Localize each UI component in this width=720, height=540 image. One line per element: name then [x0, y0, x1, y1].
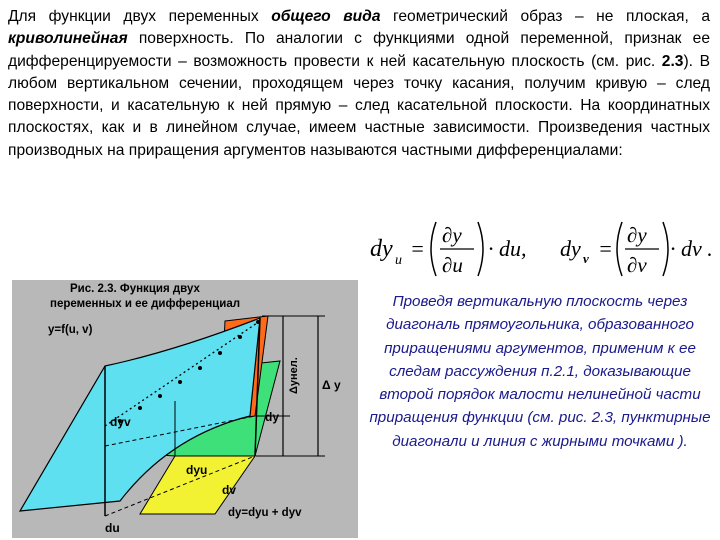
- figure-title-2: переменных и ее дифференциал: [50, 298, 241, 310]
- formula1-lhs: dy: [370, 236, 393, 262]
- label-dy: dy: [265, 410, 280, 424]
- para-text-1: Для функции двух переменных: [8, 8, 272, 25]
- formula2-sub: v: [583, 251, 589, 266]
- label-dyu: dyu: [186, 463, 208, 477]
- label-delta-y-nonlinear: Δyнел.: [288, 357, 300, 394]
- para-text-2: геометрический образ – не плоская, а: [380, 8, 710, 25]
- formula1-num: ∂y: [442, 223, 462, 247]
- label-delta-y: Δ y: [322, 378, 341, 392]
- label-function: y=f(u, v): [48, 324, 93, 336]
- label-du: du: [105, 521, 120, 535]
- label-dv: dv: [222, 483, 237, 497]
- term-general-form: общего вида: [271, 8, 381, 25]
- svg-text:=: =: [410, 236, 425, 261]
- figure-reference: 2.3: [661, 52, 684, 70]
- figure-2-3: [10, 276, 360, 538]
- para-text-4: ). В любом вертикальном сечении, проходящем через точку касания, получим кривую – след поверхности, и касательную к ней прямую – след касательной плоскости. На координатных плоскостях, как и в линейном случае, имеем частные зависимости. Произведения частных производных на приращения аргументов называются частными дифференциалами:: [8, 52, 710, 159]
- label-dyv: dyv: [110, 415, 131, 429]
- main-paragraph: [8, 6, 710, 162]
- formula-partial-du: [370, 218, 540, 280]
- formula2-num: ∂y: [627, 223, 647, 247]
- term-curvilinear: криволинейная: [8, 30, 128, 48]
- formula-partial-dv: [560, 218, 715, 280]
- formula2-den: ∂v: [627, 253, 647, 277]
- formula1-sub: u: [395, 253, 402, 268]
- formula2-rhs: · dv .: [670, 236, 713, 261]
- svg-text:=: =: [598, 236, 613, 261]
- figure-title-1: Рис. 2.3. Функция двух: [70, 283, 200, 295]
- formula2-lhs: dy: [560, 236, 581, 261]
- para-text-3: поверхность. По аналогии с функциями одной переменной, признак ее дифференцируемости – возможность провести к ней касательную плоскость (см. рис.: [8, 30, 710, 70]
- figure-caption: Проведя вертикальную плоскость через диагональ прямоугольника, образованного приращениями аргументов, применим к ее следам рассуждения п.2.1, доказывающие второй порядок малости нелинейной части приращения функции (см. рис. 2.3, пунктирные диагонали и линия с жирными точками ).: [369, 293, 711, 450]
- label-dy-sum: dy=dyu + dyv: [228, 507, 302, 519]
- formula1-den: ∂u: [442, 253, 463, 277]
- formula1-rhs: · du,: [488, 236, 527, 261]
